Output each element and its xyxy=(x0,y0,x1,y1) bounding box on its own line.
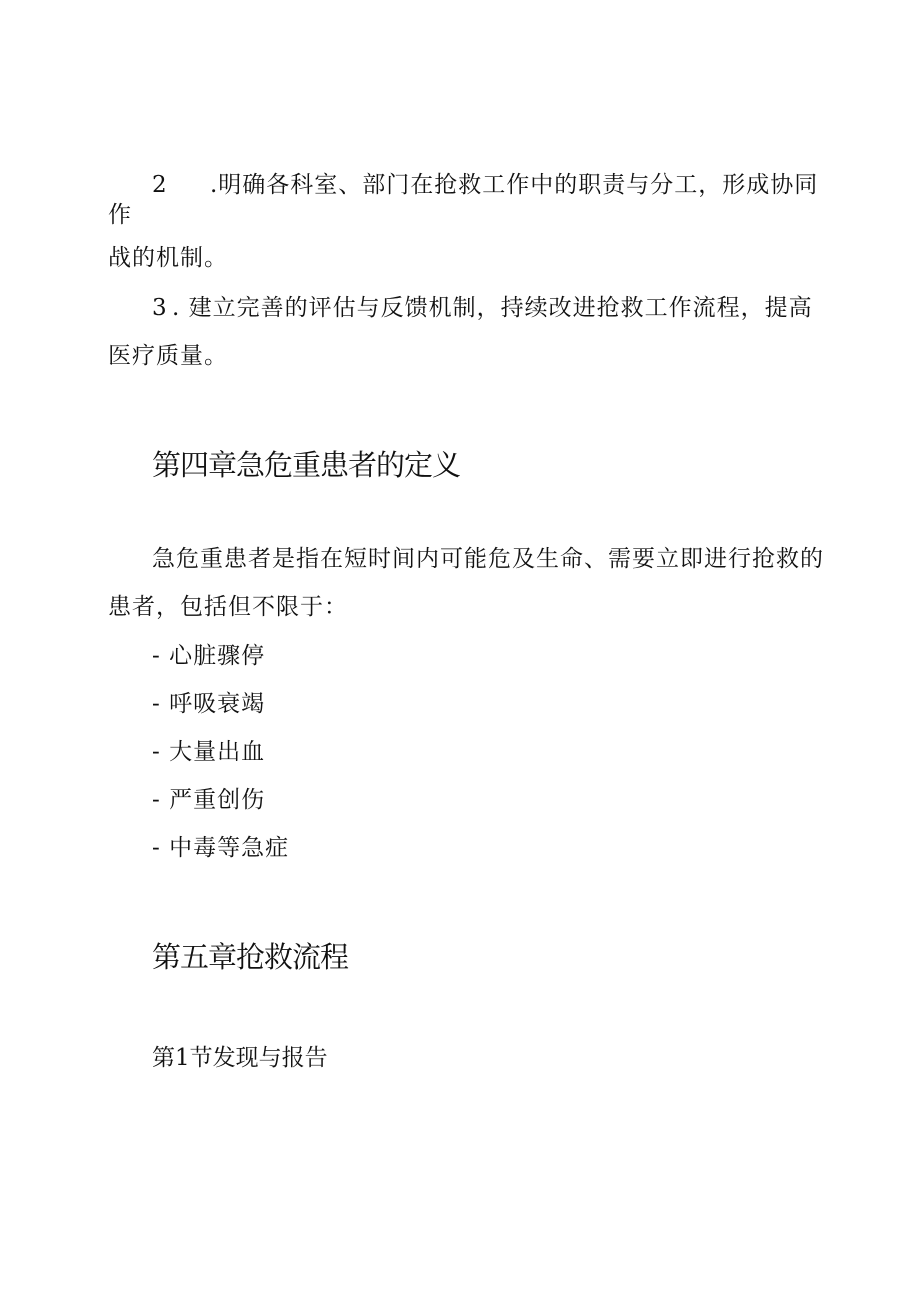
item-number: 3 xyxy=(152,295,168,321)
item-text: .明确各科室、部门在抢救工作中的职责与分工，形成协同 xyxy=(210,172,819,198)
section-title: 第1节发现与报告 xyxy=(152,1045,328,1071)
bullet-item: - 呼吸衰竭 xyxy=(152,691,266,717)
item-3-line-2: 医疗质量。 xyxy=(108,343,228,369)
item-2-line-2: 作 xyxy=(108,202,132,228)
bullet-item: - 大量出血 xyxy=(152,739,266,765)
chapter-4-paragraph-line-1: 急危重患者是指在短时间内可能危及生命、需要立即进行抢救的 xyxy=(152,546,824,572)
bullet-item: - 心脏骤停 xyxy=(152,643,266,669)
item-2-line-3: 战的机制。 xyxy=(108,245,228,271)
bullet-item: - 中毒等急症 xyxy=(152,835,290,861)
chapter-4-paragraph-line-2: 患者，包括但不限于： xyxy=(108,594,348,620)
item-number: 2 xyxy=(152,172,168,198)
chapter-5-title: 第五章抢救流程 xyxy=(152,940,349,974)
chapter-4-title: 第四章急危重患者的定义 xyxy=(152,448,461,482)
item-2-line-1 xyxy=(152,170,818,200)
item-text: . 建立完善的评估与反馈机制，持续改进抢救工作流程，提高 xyxy=(172,295,813,321)
item-3-line-1 xyxy=(152,293,813,323)
bullet-item: - 严重创伤 xyxy=(152,787,266,813)
